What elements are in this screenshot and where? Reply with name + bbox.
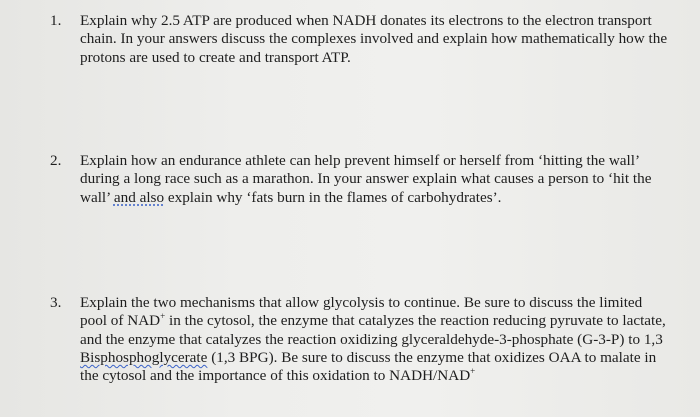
spellcheck-marked-text: and also (113, 188, 165, 206)
question-number: 3. (50, 294, 62, 311)
text-segment: Explain how an endurance athlete can help prevent himself or herself from ‘hitting the wall’ during a long race such as a marathon. In your answer explain what causes a person to ‘hit the wall’ (80, 152, 652, 206)
question-number: 2. (50, 152, 62, 169)
question-text (80, 294, 670, 385)
superscript: + (470, 366, 476, 377)
question-text (80, 152, 670, 207)
text-segment: (1,3 BPG). Be sure to discuss the enzyme that oxidizes OAA to malate in the cytosol and the importance of this oxidation to NADH/NAD (80, 348, 657, 385)
text-segment: Explain the two mechanisms that allow glycolysis to continue. Be sure to discuss the limited pool of NAD (80, 294, 643, 330)
question-text: Explain why 2.5 ATP are produced when NADH donates its electrons to the electron transport chain. In your answers discuss the complexes involved and explain how mathematically how the protons are used to create and transport ATP. (80, 12, 668, 66)
text-segment: explain why ‘fats burn in the flames of carbohydrates’. (164, 188, 502, 206)
text-segment: in the cytosol, the enzyme that catalyzes the reaction reducing pyruvate to lactate, and the enzyme that catalyzes the reaction oxidizing glyceraldehyde-3-phosphate (G-3-P) to 1,3 (80, 312, 666, 348)
superscript: + (160, 311, 166, 322)
question-number: 1. (50, 12, 62, 29)
question-3 (50, 294, 670, 385)
spellcheck-marked-text: Bisphosphoglycerate (80, 348, 208, 366)
question-2 (50, 152, 670, 207)
question-1 (50, 12, 670, 67)
